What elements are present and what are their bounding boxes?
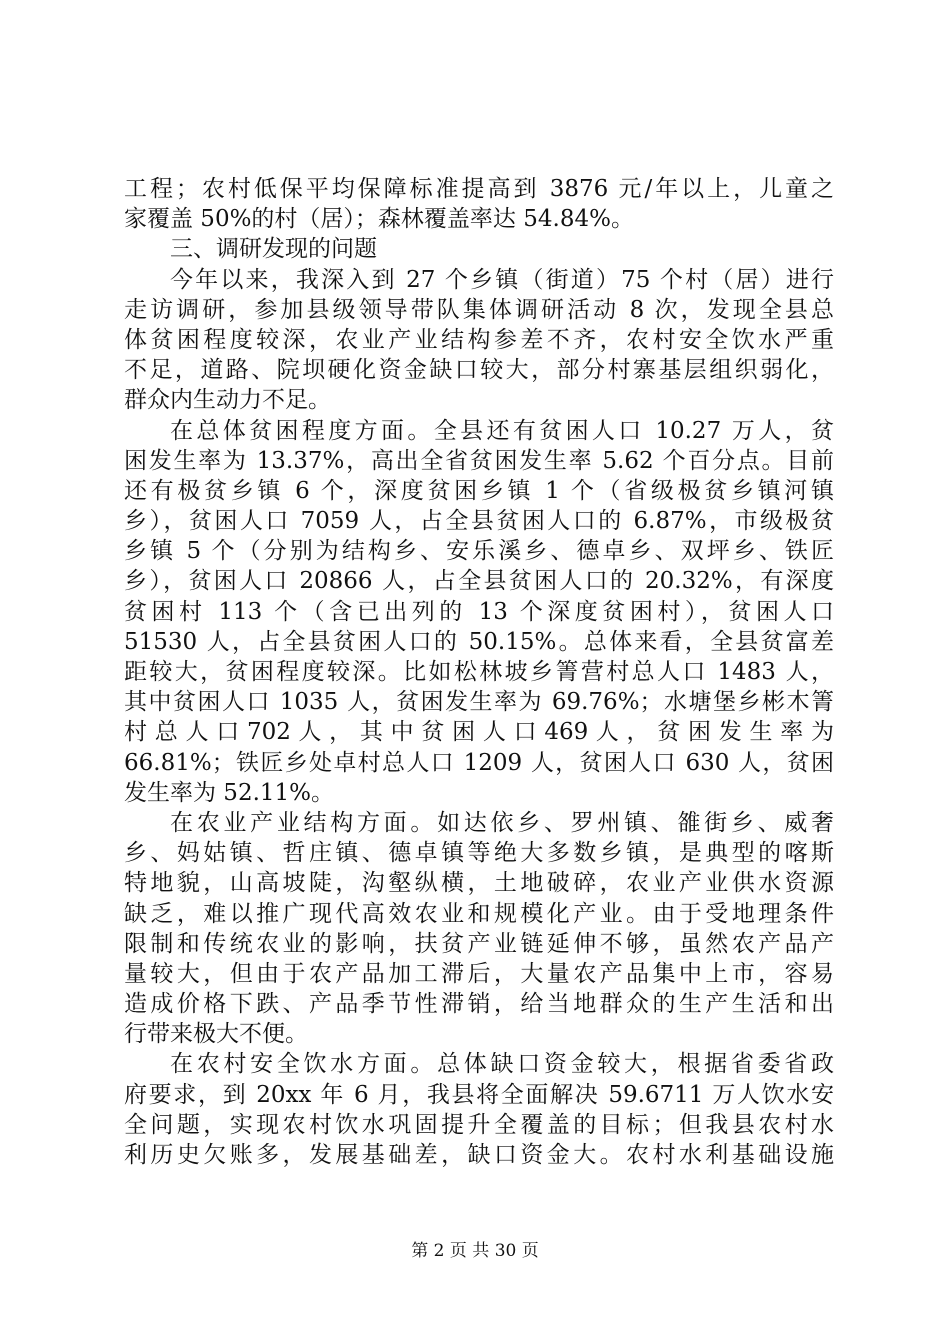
paragraph-first-line: 在农村安全饮水方面。总体缺口资金较大，根据省委省政 xyxy=(170,1051,834,1078)
text-line: 其中贫困人口 1035 人，贫困发生率为 69.76%；水塘堡乡彬木箐 xyxy=(124,689,834,716)
text-line: 利历史欠账多，发展基础差，缺口资金大。农村水利基础设施 xyxy=(124,1142,834,1168)
text-line: 量较大，但由于农产品加工滞后，大量农产品集中上市，容易 xyxy=(124,960,834,987)
page-number-footer: 第 2 页 共 30 页 xyxy=(411,1241,539,1261)
text-line: 乡），贫困人口 7059 人，占全县贫困人口的 6.87%，市级极贫 xyxy=(124,508,834,535)
text-line: 困发生率为 13.37%，高出全省贫困发生率 5.62 个百分点。目前 xyxy=(124,447,834,474)
text-line: 体贫困程度较深，农业产业结构参差不齐，农村安全饮水严重 xyxy=(124,326,834,353)
text-line: 工程；农村低保平均保障标准提高到 3876 元/年以上，儿童之 xyxy=(124,176,834,202)
text-line: 特地貌，山高坡陡，沟壑纵横，土地破碎，农业产业供水资源 xyxy=(124,870,834,897)
text-line: 还有极贫乡镇 6 个，深度贫困乡镇 1 个（省级极贫乡镇河镇 xyxy=(124,477,834,504)
text-line: 乡），贫困人口 20866 人，占全县贫困人口的 20.32%，有深度 xyxy=(124,568,834,595)
section-heading: 三、调研发现的问题 xyxy=(170,236,377,263)
text-line: 家覆盖 50%的村（居）；森林覆盖率达 54.84%。 xyxy=(124,206,634,233)
text-line: 贫困村 113 个（含已出列的 13 个深度贫困村），贫困人口 xyxy=(124,598,834,625)
paragraph-first-line: 在农业产业结构方面。如达依乡、罗州镇、雒街乡、威奢 xyxy=(170,809,834,836)
text-line: 乡、妈姑镇、哲庄镇、德卓镇等绝大多数乡镇，是典型的喀斯 xyxy=(124,840,834,867)
text-line: 全问题，实现农村饮水巩固提升全覆盖的目标；但我县农村水 xyxy=(124,1111,834,1138)
text-line: 府要求，到 20xx 年 6 月，我县将全面解决 59.6711 万人饮水安 xyxy=(124,1081,834,1108)
document-body xyxy=(124,174,834,1170)
paragraph-first-line: 在总体贫困程度方面。全县还有贫困人口 10.27 万人，贫 xyxy=(170,417,834,444)
text-line: 村 总 人 口 702 人 ， 其 中 贫 困 人 口 469 人 ， 贫 困 发 生 率 为 xyxy=(124,719,834,746)
paragraph-first-line: 今年以来，我深入到 27 个乡镇（街道）75 个村（居）进行 xyxy=(170,266,834,293)
text-line: 限制和传统农业的影响，扶贫产业链延伸不够，虽然农产品产 xyxy=(124,930,834,957)
text-line: 造成价格下跌、产品季节性滞销，给当地群众的生产生活和出 xyxy=(124,991,834,1018)
text-line: 行带来极大不便。 xyxy=(124,1021,308,1048)
text-line: 缺乏，难以推广现代高效农业和规模化产业。由于受地理条件 xyxy=(124,900,834,927)
text-line: 发生率为 52.11%。 xyxy=(124,779,335,806)
text-line: 51530 人，占全县贫困人口的 50.15%。总体来看，全县贫富差 xyxy=(124,628,834,655)
text-line: 群众内生动力不足。 xyxy=(124,387,331,414)
text-line: 走访调研，参加县级领导带队集体调研活动 8 次，发现全县总 xyxy=(124,296,834,323)
text-line: 66.81%；铁匠乡处卓村总人口 1209 人，贫困人口 630 人，贫困 xyxy=(124,749,834,776)
text-line: 距较大，贫困程度较深。比如松林坡乡箐营村总人口 1483 人， xyxy=(124,659,834,685)
text-line: 不足，道路、院坝硬化资金缺口较大，部分村寨基层组织弱化， xyxy=(124,357,834,384)
text-line: 乡镇 5 个（分别为结构乡、安乐溪乡、德卓乡、双坪乡、铁匠 xyxy=(124,538,834,565)
